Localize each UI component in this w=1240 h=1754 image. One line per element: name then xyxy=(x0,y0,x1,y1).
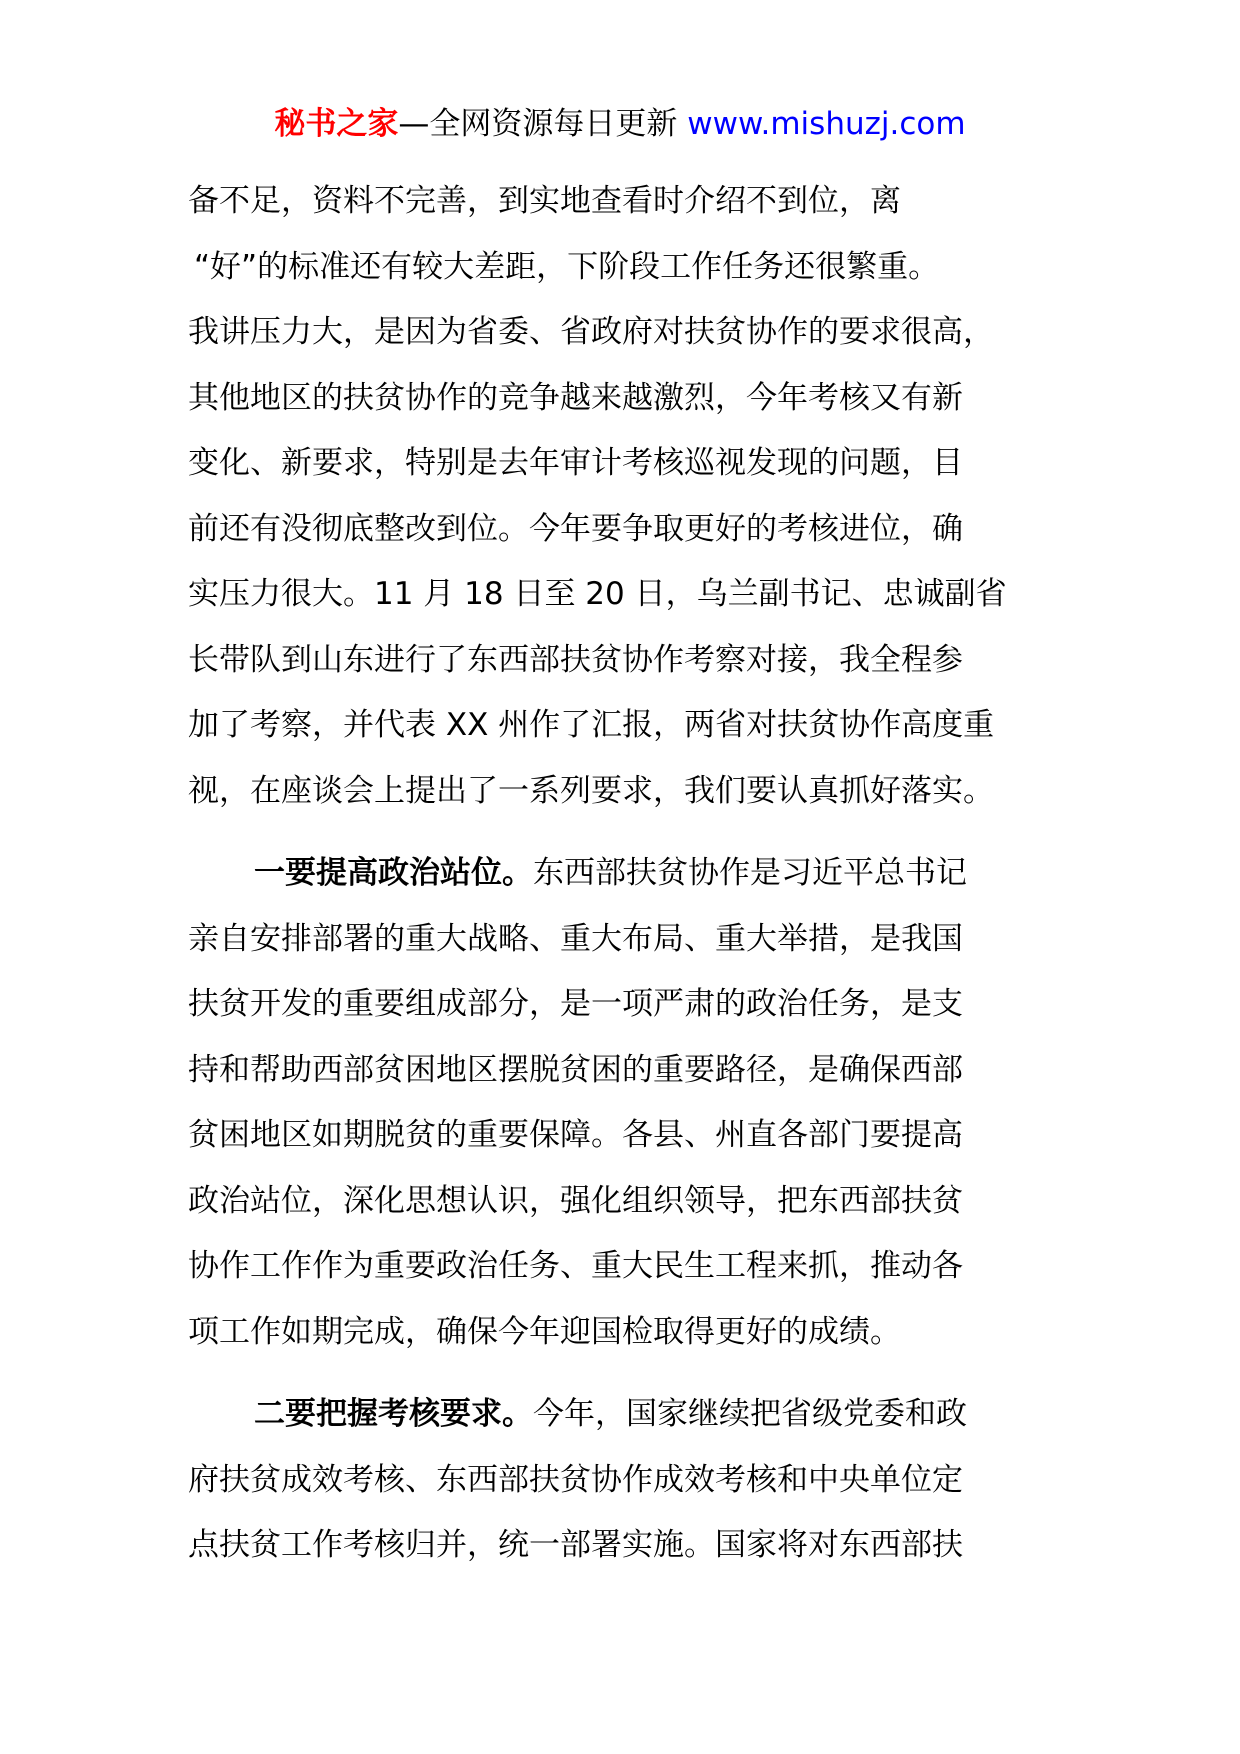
text-line: 实压力很大。11 月 18 日至 20 日，乌兰副书记、忠诚副省 xyxy=(188,576,1007,612)
text-line: 长带队到山东进行了东西部扶贫协作考察对接，我全程参 xyxy=(188,641,963,678)
text-line: 我讲压力大，是因为省委、省政府对扶贫协作的要求很高， xyxy=(188,314,994,350)
text-line: 亲自安排部署的重大战略、重大布局、重大举措，是我国 xyxy=(188,920,963,957)
text-line: 视，在座谈会上提出了一系列要求，我们要认真抓好落实。 xyxy=(188,772,994,809)
brand-name: 秘书之家 xyxy=(274,106,399,142)
paragraph-pressure xyxy=(188,169,1058,824)
text-line: 加了考察，并代表 XX 州作了汇报，两省对扶贫协作高度重 xyxy=(188,707,995,743)
text-line: 扶贫开发的重要组成部分，是一项严肃的政治任务，是支 xyxy=(188,986,963,1022)
site-header xyxy=(0,102,1240,146)
document-body xyxy=(188,169,1058,1579)
paragraph-heading: 一要提高政治站位。 xyxy=(254,855,533,891)
text-line: “好”的标准还有较大差距，下阶段工作任务还很繁重。 xyxy=(194,248,940,285)
text-line: 项工作如期完成，确保今年迎国检取得更好的成绩。 xyxy=(188,1313,901,1350)
site-url-link[interactable]: www.mishuzj.com xyxy=(687,106,966,142)
header-tagline: —全网资源每日更新 xyxy=(398,106,688,142)
text-line: 府扶贫成效考核、东西部扶贫协作成效考核和中央单位定 xyxy=(188,1461,963,1498)
text-line: 协作工作作为重要政治任务、重大民生工程来抓，推动各 xyxy=(188,1248,963,1284)
text-line: 备不足，资料不完善，到实地查看时介绍不到位，离 xyxy=(188,183,901,219)
text-line: 持和帮助西部贫困地区摆脱贫困的重要路径，是确保西部 xyxy=(188,1051,963,1088)
text-line xyxy=(188,1382,1058,1448)
paragraph-political-standing xyxy=(188,841,1058,1365)
text-line xyxy=(188,841,1058,907)
text-run: 东西部扶贫协作是习近平总书记 xyxy=(533,855,967,891)
text-line: 变化、新要求，特别是去年审计考核巡视发现的问题，目 xyxy=(188,445,963,481)
text-line: 点扶贫工作考核归并，统一部署实施。国家将对东西部扶 xyxy=(188,1527,963,1563)
text-line: 政治站位，深化思想认识，强化组织领导，把东西部扶贫 xyxy=(188,1182,963,1219)
text-line: 前还有没彻底整改到位。今年要争取更好的考核进位，确 xyxy=(188,510,963,547)
text-run: 今年，国家继续把省级党委和政 xyxy=(533,1396,967,1432)
text-line: 贫困地区如期脱贫的重要保障。各县、州直各部门要提高 xyxy=(188,1117,963,1153)
paragraph-assessment-requirements xyxy=(188,1382,1058,1579)
paragraph-heading: 二要把握考核要求。 xyxy=(254,1396,533,1432)
text-line: 其他地区的扶贫协作的竞争越来越激烈，今年考核又有新 xyxy=(188,379,963,416)
